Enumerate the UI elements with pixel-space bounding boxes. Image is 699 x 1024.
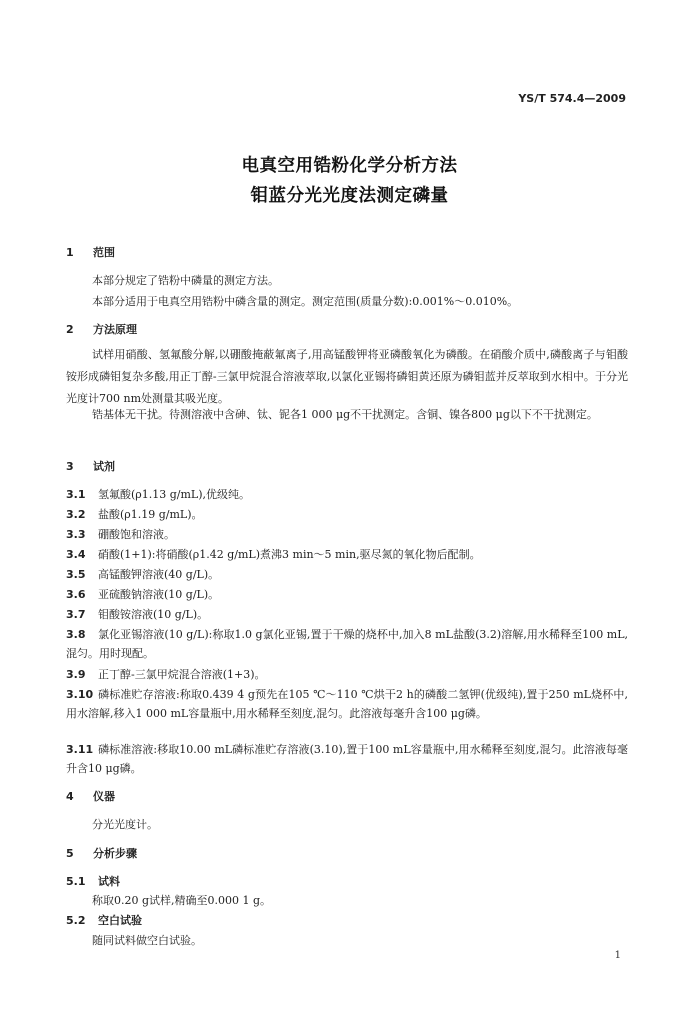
- item-number: 3.1: [66, 488, 86, 501]
- item-number: 3.10: [66, 688, 94, 701]
- subsection-heading-blank-test: [66, 912, 142, 928]
- item-number: 3.11: [66, 743, 94, 756]
- paragraph: 本部分规定了锆粉中磷量的测定方法。: [92, 274, 279, 287]
- section-heading-apparatus: [66, 788, 115, 804]
- page-number: 1: [614, 950, 621, 961]
- item-text: 盐酸(ρ1.19 g/mL)。: [98, 508, 203, 521]
- subsection-title: 试料: [98, 875, 120, 888]
- item-text: 磷标准贮存溶液:称取0.439 4 g预先在105 ℃～110 ℃烘干2 h的磷酸二氢钾(优级纯),置于250 mL烧杯中,用水溶解,移入1 000 mL容量瓶中,用水稀释至刻度,混匀。此溶液每毫升含100 μg磷。: [66, 688, 628, 720]
- subsection-number: 5.1: [66, 875, 86, 888]
- item-number: 3.9: [66, 668, 86, 681]
- item-text: 钼酸铵溶液(10 g/L)。: [98, 608, 209, 621]
- item-number: 3.5: [66, 568, 86, 581]
- reagent-item: [66, 545, 628, 564]
- reagent-item: [66, 665, 628, 684]
- item-number: 3.3: [66, 528, 86, 541]
- section-heading-procedure: [66, 845, 137, 861]
- subsection-title: 空白试验: [98, 914, 142, 927]
- document-title-line-1: 电真空用锆粉化学分析方法: [241, 156, 458, 176]
- reagent-item: [66, 740, 628, 778]
- document-title-line-2: 钼蓝分光光度法测定磷量: [250, 186, 449, 206]
- reagent-item: [66, 505, 628, 524]
- item-text: 氯化亚锡溶液(10 g/L):称取1.0 g氯化亚锡,置于干燥的烧杯中,加入8 mL盐酸(3.2)溶解,用水稀释至100 mL,混匀。用时现配。: [66, 628, 628, 660]
- section-number: 2: [66, 323, 74, 336]
- reagent-item: [66, 525, 628, 544]
- item-text: 正丁醇-三氯甲烷混合溶液(1+3)。: [98, 668, 266, 681]
- item-text: 高锰酸钾溶液(40 g/L)。: [98, 568, 220, 581]
- reagent-item: [66, 585, 628, 604]
- section-title: 仪器: [93, 790, 115, 803]
- section-number: 5: [66, 847, 74, 860]
- paragraph: 随同试料做空白试验。: [92, 934, 202, 947]
- reagent-item: [66, 685, 628, 723]
- section-title: 分析步骤: [93, 847, 137, 860]
- item-text: 硼酸饱和溶液。: [98, 528, 175, 541]
- item-text: 亚硫酸钠溶液(10 g/L)。: [98, 588, 220, 601]
- reagent-item: [66, 565, 628, 584]
- subsection-heading-test-portion: [66, 873, 120, 889]
- paragraph: 本部分适用于电真空用锆粉中磷含量的测定。测定范围(质量分数):0.001%～0.010%。: [92, 295, 519, 308]
- standard-code: YS/T 574.4—2009: [518, 92, 626, 105]
- item-text: 氢氟酸(ρ1.13 g/mL),优级纯。: [98, 488, 251, 501]
- paragraph: 称取0.20 g试样,精确至0.000 1 g。: [92, 894, 272, 907]
- reagent-item: [66, 625, 628, 663]
- paragraph: 试样用硝酸、氢氟酸分解,以硼酸掩蔽氟离子,用高锰酸钾将亚磷酸氧化为磷酸。在硝酸介质中,磷酸离子与钼酸铵形成磷钼复杂多酸,用正丁醇-三氯甲烷混合溶液萃取,以氯化亚锡将磷钼黄还原为磷钼蓝并反萃取到水相中。于分光光度计700 nm处测量其吸光度。: [66, 348, 628, 405]
- item-number: 3.7: [66, 608, 86, 621]
- item-text: 硝酸(1+1):将硝酸(ρ1.42 g/mL)煮沸3 min～5 min,驱尽氮的氧化物后配制。: [98, 548, 481, 561]
- item-number: 3.4: [66, 548, 86, 561]
- item-number: 3.6: [66, 588, 86, 601]
- item-number: 3.8: [66, 628, 86, 641]
- item-text: 磷标准溶液:移取10.00 mL磷标准贮存溶液(3.10),置于100 mL容量瓶中,用水稀释至刻度,混匀。此溶液每毫升含10 μg磷。: [66, 743, 628, 775]
- section-number: 4: [66, 790, 74, 803]
- section-heading-principle: [66, 321, 137, 337]
- section-title: 方法原理: [93, 323, 137, 336]
- section-title: 范围: [93, 246, 115, 259]
- subsection-number: 5.2: [66, 914, 86, 927]
- reagent-item: [66, 485, 628, 504]
- paragraph: 分光光度计。: [92, 818, 158, 831]
- section-title: 试剂: [93, 460, 115, 473]
- section-number: 3: [66, 460, 74, 473]
- section-heading-scope: [66, 244, 115, 260]
- item-number: 3.2: [66, 508, 86, 521]
- section-number: 1: [66, 246, 74, 259]
- reagent-item: [66, 605, 628, 624]
- section-heading-reagents: [66, 458, 115, 474]
- paragraph: 锆基体无干扰。待测溶液中含砷、钛、铌各1 000 μg不干扰测定。含铜、镍各800 μg以下不干扰测定。: [92, 408, 598, 421]
